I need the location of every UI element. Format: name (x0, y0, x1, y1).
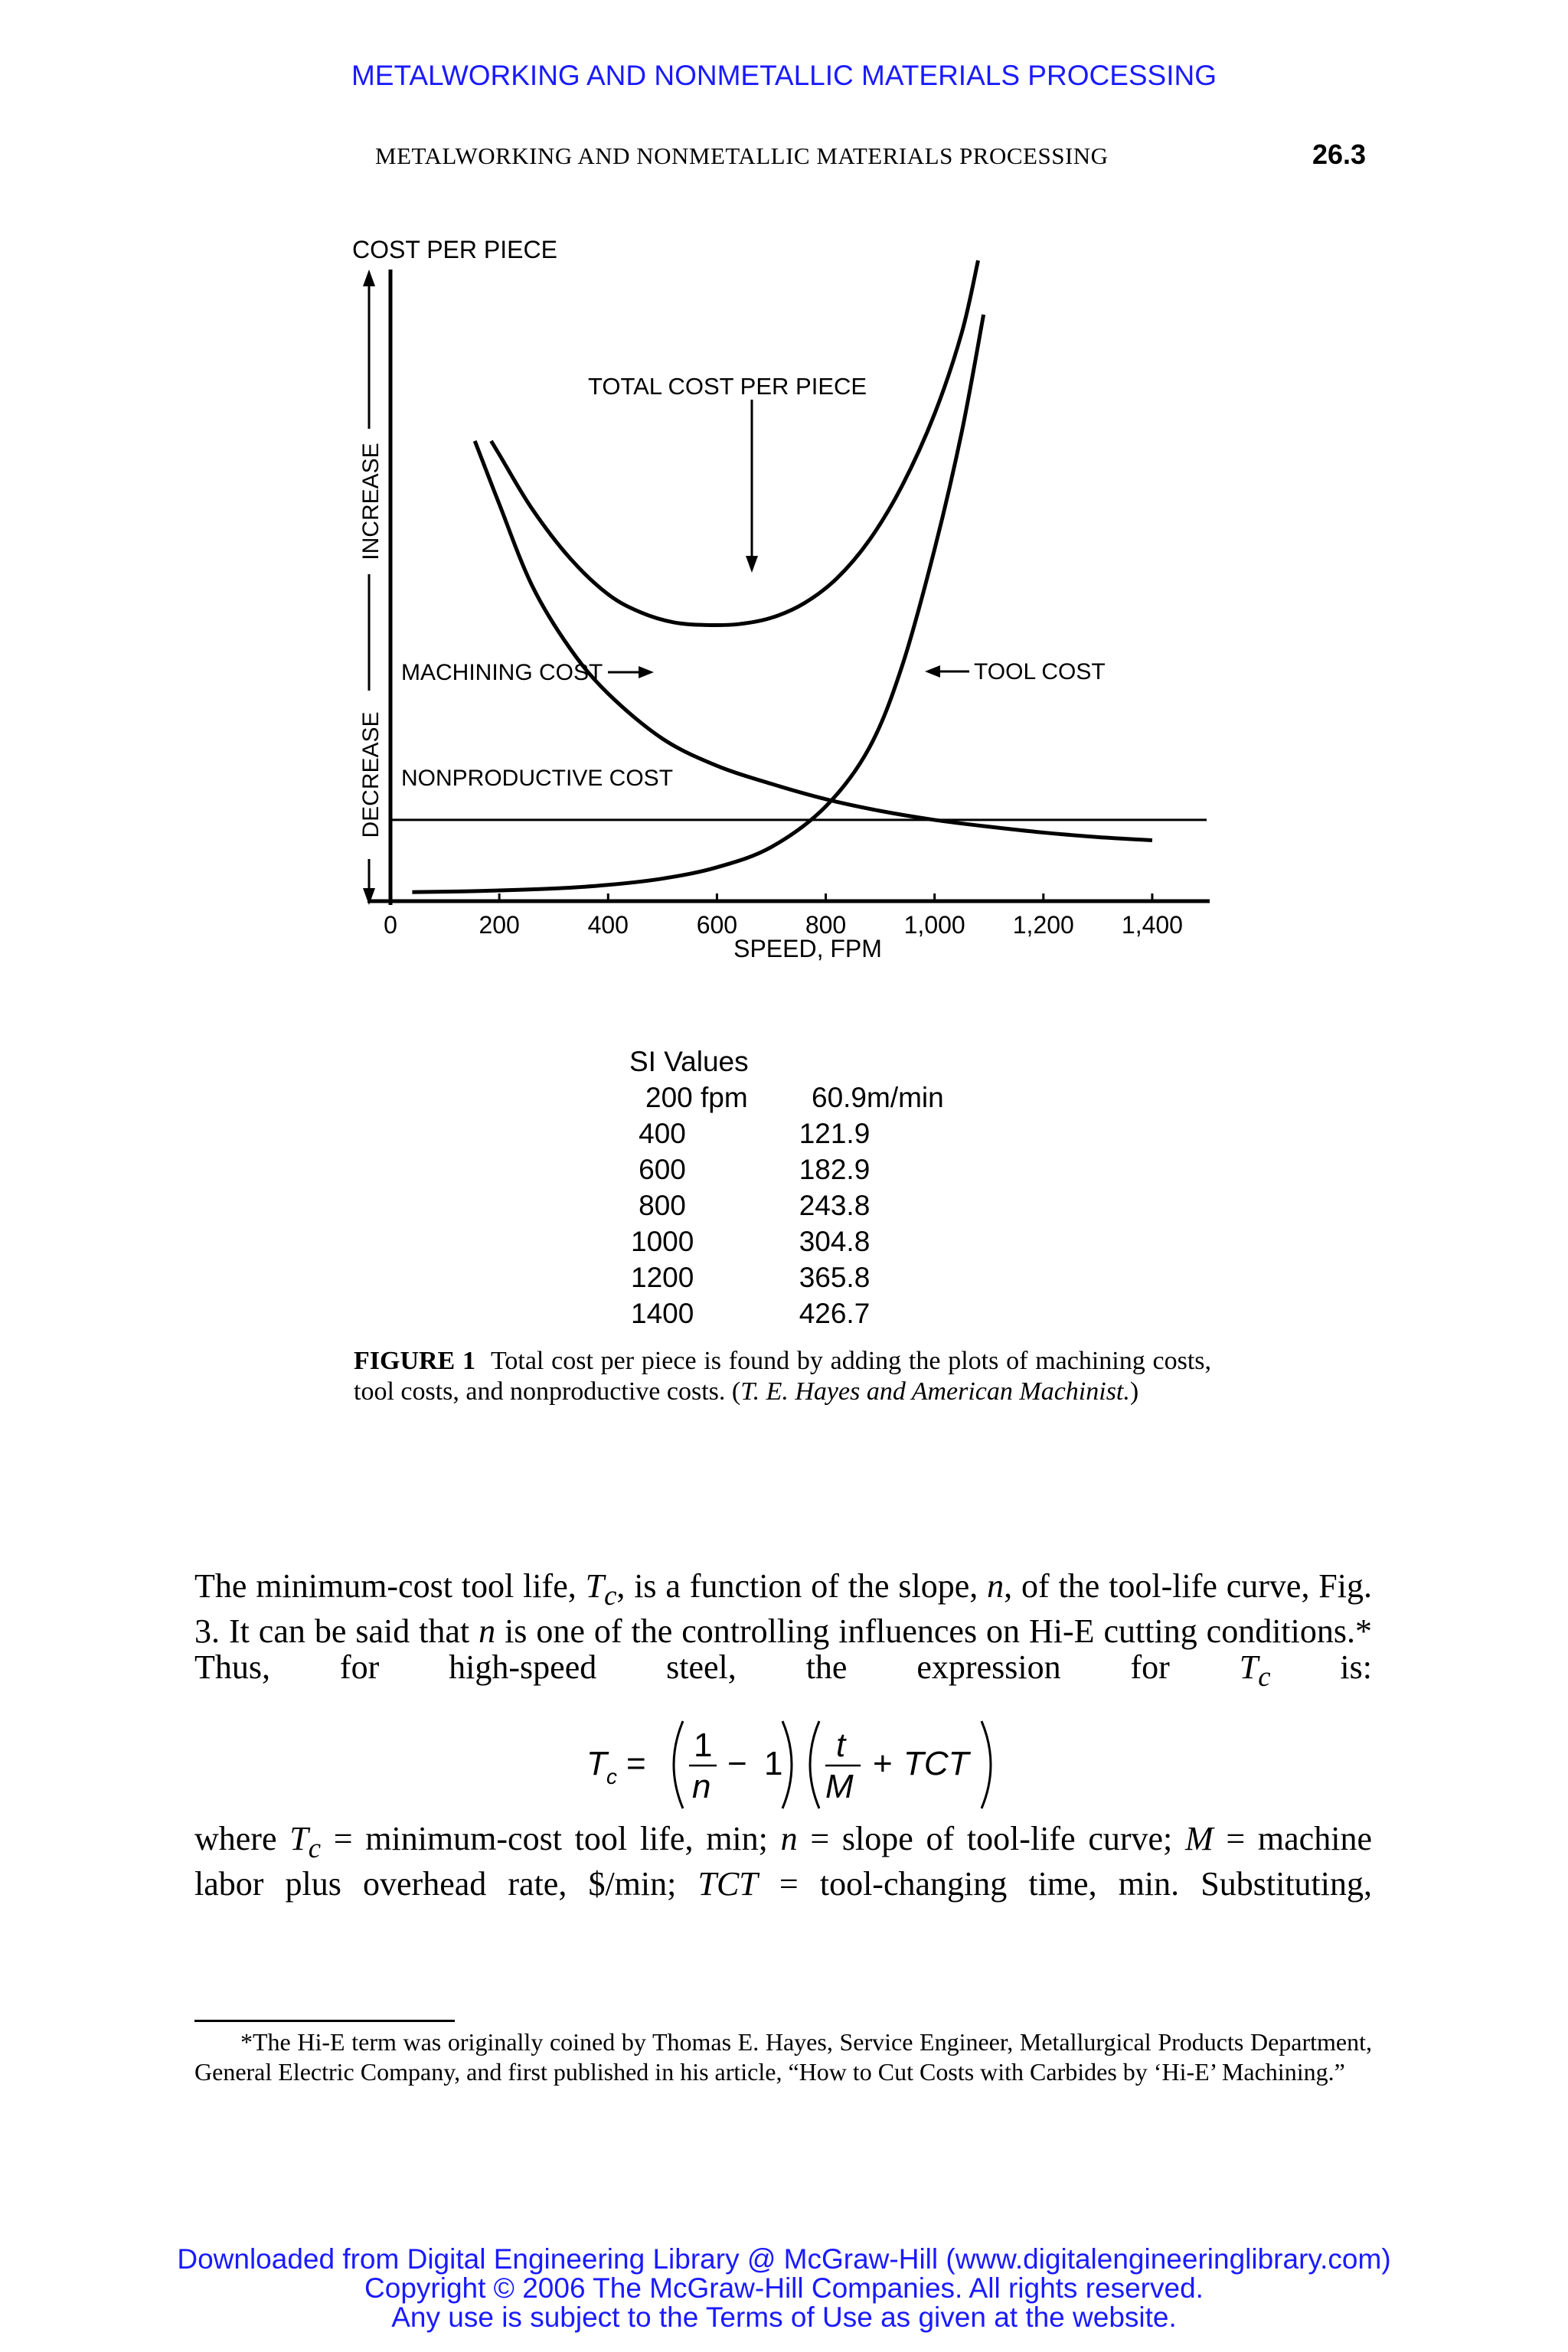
figure-label: FIGURE 1 (354, 1347, 475, 1375)
footer-copyright-line: Copyright © 2006 The McGraw-Hill Companies. All rights reserved. (364, 2272, 1204, 2304)
si-mmin-value: 121.9 (799, 1118, 871, 1149)
body-paragraph-2 (194, 1821, 1372, 1902)
footer-terms-line[interactable]: Any use is subject to the Terms of Use as given at the website. (391, 2301, 1177, 2333)
formula-eq: = (626, 1745, 646, 1782)
var-T: T (1239, 1648, 1259, 1686)
si-fpm-value: 800 (639, 1190, 686, 1221)
y-label-increase: INCREASE (358, 443, 384, 560)
sub-c: c (1258, 1660, 1271, 1692)
footnote: *The Hi-E term was originally coined by Thomas E. Hayes, Service Engineer, Metallurgical Products Department, General Electric Company, and first published in his article, “How to Cut Costs with Carbides by ‘Hi-E’ Machining.” (194, 2028, 1372, 2086)
si-mmin-value: 243.8 (799, 1190, 871, 1221)
tool-cost-label: TOOL COST (974, 659, 1106, 684)
si-fpm-value: 200 fpm (645, 1082, 748, 1113)
si-mmin-value: 304.8 (799, 1226, 871, 1257)
x-tick-label: 0 (384, 911, 397, 939)
cost-chart (337, 222, 1225, 988)
tool-cost-arrowhead (925, 665, 940, 678)
figure-caption (354, 1346, 1211, 1407)
text-span: = minimum-cost tool life, min; (320, 1820, 781, 1857)
footer (0, 2245, 1568, 2332)
paren-open-2 (810, 1721, 819, 1808)
page-number: 26.3 (1312, 139, 1367, 170)
paren-close-2 (982, 1721, 991, 1808)
y-label-top: COST PER PIECE (352, 236, 557, 263)
var-TCT: TCT (697, 1864, 758, 1903)
x-tick-label: 1,000 (903, 911, 965, 939)
running-head: METALWORKING AND NONMETALLIC MATERIALS PROCESSING (375, 142, 1109, 169)
frac1-den: n (692, 1768, 711, 1805)
frac1-num: 1 (694, 1726, 713, 1764)
formula-lhs-sub: c (606, 1765, 617, 1788)
caption-text: Total cost per piece is found by adding the plots of machining costs, tool costs, and nonproductive costs. ( (354, 1347, 1211, 1406)
text-span: = tool-changing time, min. Substituting, (757, 1864, 1372, 1903)
si-fpm-value: 600 (639, 1154, 686, 1185)
var-n: n (479, 1612, 496, 1650)
si-fpm-value: 1400 (631, 1298, 694, 1329)
x-tick-label: 200 (479, 911, 520, 939)
si-fpm-value: 1200 (631, 1262, 694, 1293)
text-span: = slope of tool-life curve; (797, 1820, 1185, 1857)
x-tick-label: 1,200 (1012, 911, 1074, 939)
x-tick-label: 600 (696, 911, 738, 939)
caption-credit: T. E. Hayes and American Machinist. (740, 1377, 1130, 1406)
footnote-rule (194, 2020, 455, 2022)
text-span: where (194, 1820, 290, 1857)
formula-plus: + (873, 1745, 893, 1782)
frac2-num: t (836, 1726, 846, 1764)
tool-cost-curve (412, 315, 983, 892)
footer-download-line[interactable]: Downloaded from Digital Engineering Library @ McGraw-Hill (www.digitalengineeringlibrary.com) (177, 2243, 1391, 2275)
paren-close-1 (782, 1721, 792, 1808)
caption-close: ) (1129, 1377, 1139, 1406)
si-mmin-value: 365.8 (799, 1262, 871, 1293)
text-span: , is a function of the slope, (616, 1567, 988, 1605)
var-M: M (1185, 1820, 1214, 1857)
y-label-decrease: DECREASE (358, 711, 384, 838)
si-table-title: SI Values (629, 1046, 749, 1077)
formula-one: 1 (764, 1745, 783, 1782)
var-n: n (987, 1567, 1004, 1605)
text-span: = machine labor plus overhead rate, $/min; (194, 1820, 1372, 1903)
text-span: is one of the controlling influences on Hi-E cutting conditions.* Thus, for high-speed steel, the expression for (194, 1612, 1372, 1686)
var-n: n (780, 1820, 798, 1857)
sub-c: c (604, 1579, 617, 1611)
formula (582, 1707, 1011, 1822)
top-banner: METALWORKING AND NONMETALLIC MATERIALS PROCESSING (351, 60, 1217, 91)
x-tick-label: 400 (587, 911, 629, 939)
var-T: T (289, 1820, 309, 1857)
side-arrow-up (363, 270, 375, 286)
si-mmin-value: 60.9m/min (812, 1082, 944, 1113)
total-cost-label: TOTAL COST PER PIECE (588, 373, 867, 400)
text-span: is: (1270, 1648, 1372, 1686)
total-cost-curve (491, 260, 978, 625)
formula-tct: TCT (903, 1745, 969, 1782)
machining-cost-arrowhead (639, 666, 654, 678)
var-T: T (585, 1567, 605, 1605)
sub-c: c (308, 1831, 321, 1864)
x-tick-label: 1,400 (1121, 911, 1183, 939)
x-tick-label: 800 (805, 911, 847, 939)
nonproductive-cost-label: NONPRODUCTIVE COST (401, 766, 674, 791)
si-mmin-value: 182.9 (799, 1154, 871, 1185)
si-fpm-value: 1000 (631, 1226, 694, 1257)
formula-minus: − (727, 1745, 747, 1782)
machining-cost-label: MACHINING COST (401, 660, 603, 685)
frac2-den: M (825, 1768, 854, 1805)
x-axis-label: SPEED, FPM (733, 935, 882, 962)
text-span: The minimum-cost tool life, (194, 1567, 586, 1605)
formula-lhs: T (586, 1745, 607, 1782)
text-span: , of the tool-life curve, Fig. 3. It can be said that (194, 1567, 1372, 1650)
total-cost-arrowhead (746, 556, 758, 573)
body-paragraph-1 (194, 1568, 1372, 1694)
si-mmin-value: 426.7 (799, 1298, 871, 1329)
paren-open-1 (674, 1721, 683, 1808)
si-fpm-value: 400 (639, 1118, 686, 1149)
